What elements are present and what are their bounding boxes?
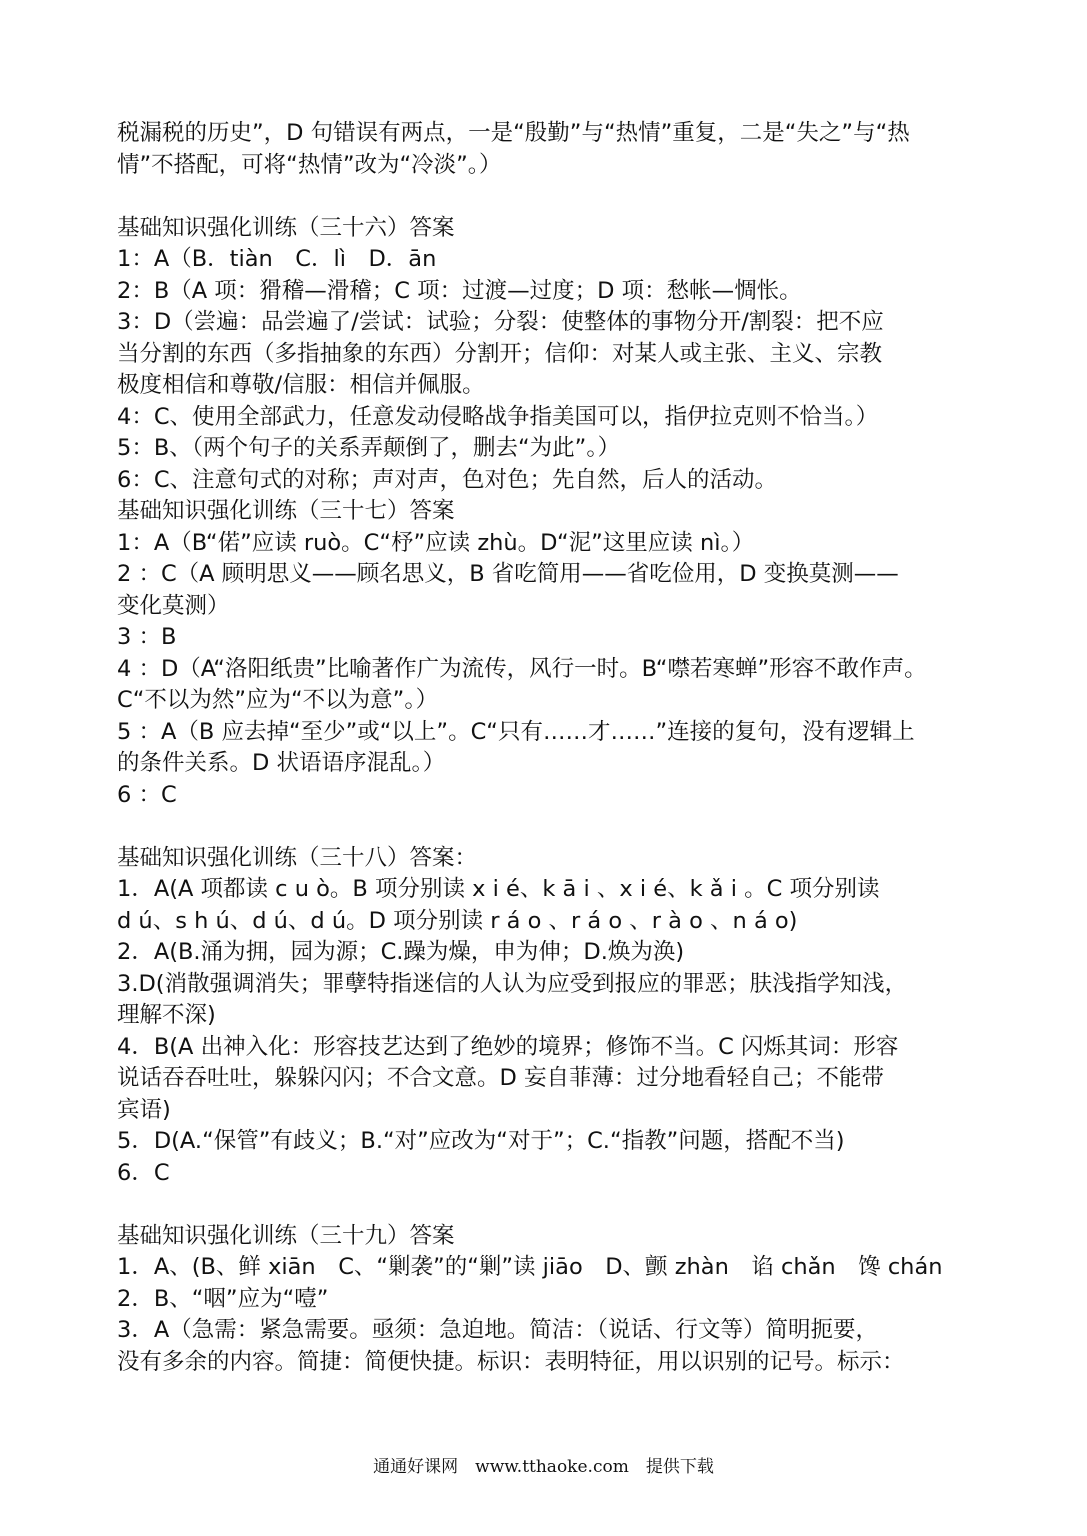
answer-line: 4：C、使用全部武力，任意发动侵略战争指美国可以，指伊拉克则不恰当。）	[117, 403, 879, 430]
section-heading: 基础知识强化训练（三十七）答案	[117, 498, 455, 524]
answer-line: 变化莫测）	[117, 592, 230, 619]
answer-line: 3 ：B	[117, 624, 177, 650]
answer-line: 1．A(A 项都读 c u ò。B 项分别读 x i é、k ā i 、x i é、k ǎ i 。C 项分别读	[117, 876, 880, 902]
answer-line: 2．A(B.涌为拥，园为源；C.躁为燥，申为伸；D.焕为涣)	[117, 939, 685, 965]
answer-line: d ú、s h ú、d ú、d ú。D 项分别读 r á o 、r á o 、r à o 、n á o)	[117, 907, 798, 934]
answer-section-38	[117, 843, 972, 1190]
answer-section-39	[117, 1221, 972, 1379]
answer-line: 说话吞吞吐吐，躲躲闪闪；不合文意。D 妄自菲薄：过分地看轻自己；不能带	[117, 1065, 884, 1091]
answer-line: 1：A（B．tiàn C．lì D．ān	[117, 246, 437, 272]
section-heading: 基础知识强化训练（三十八）答案：	[117, 844, 478, 871]
answer-line: 6．C	[117, 1159, 170, 1186]
document-body	[117, 118, 972, 1378]
answer-line: 2 ：C（A 顾明思义——顾名思义，B 省吃简用——省吃俭用，D 变换莫测——	[117, 561, 899, 587]
paragraph-gap	[117, 1189, 972, 1221]
page-footer: 通通好课网 www.tthaoke.com 提供下载	[373, 1457, 714, 1477]
answer-line: 4．B(A 出神入化：形容技艺达到了绝妙的境界；修饰不当。C 闪烁其词：形容	[117, 1033, 899, 1060]
answer-line: 2：B（A 项：猾稽—滑稽；C 项：过渡—过度；D 项：愁帐—惆怅。	[117, 277, 802, 304]
section-heading: 基础知识强化训练（三十六）答案	[117, 214, 455, 241]
section-heading: 基础知识强化训练（三十九）答案	[117, 1222, 455, 1249]
answer-line: 3．A（急需：紧急需要。亟须：急迫地。简洁：（说话、行文等）简明扼要，	[117, 1317, 878, 1343]
answer-line: 1．A、(B、鲜 xiān C、“剿袭”的“剿”读 jiāo D、颤 zhàn 谄 chǎn 馋 chán	[117, 1254, 943, 1280]
answer-line: 极度相信和尊敬/信服：相信并佩服。	[117, 372, 485, 398]
answer-line: 5：B、（两个句子的关系弄颠倒了，删去“为此”。）	[117, 435, 621, 461]
answer-line: 2．B、“咽”应为“噎”	[117, 1285, 329, 1312]
answer-line: 5．D(A.“保管”有歧义；B.“对”应改为“对于”；C.“指教”问题，搭配不当)	[117, 1128, 845, 1154]
answer-line: 4 ：D（A“洛阳纸贵”比喻著作广为流传，风行一时。B“噤若寒蝉”形容不敢作声。	[117, 655, 927, 682]
answer-line: 3.D(消散强调消失；罪孽特指迷信的人认为应受到报应的罪恶；肤浅指学知浅，	[117, 970, 908, 997]
text-block-intro	[117, 118, 972, 181]
answer-line: 没有多余的内容。简捷：简便快捷。标识：表明特征，用以识别的记号。标示：	[117, 1348, 905, 1375]
answer-line: 1：A（B“偌”应读 ruò。C“杼”应读 zhù。D“泥”这里应读 nì。）	[117, 529, 755, 556]
answer-line: 5 ：A（B 应去掉“至少”或“以上”。C“只有……才……”连接的复句，没有逻辑上	[117, 718, 915, 745]
answer-line: 3：D（尝遍：品尝遍了/尝试：试验；分裂：使整体的事物分开/割裂：把不应	[117, 309, 884, 335]
answer-section-36-37	[117, 213, 972, 812]
answer-line: 当分割的东西（多指抽象的东西）分割开；信仰：对某人或主张、主义、宗教	[117, 340, 883, 367]
text-line: 税漏税的历史”，D 句错误有两点，一是“殷勤”与“热情”重复，二是“失之”与“热	[117, 120, 910, 146]
answer-line: 宾语)	[117, 1096, 171, 1123]
answer-line: 6 ：C	[117, 781, 177, 808]
answer-line: 6：C、注意句式的对称；声对声，色对色；先自然，后人的活动。	[117, 466, 778, 493]
paragraph-gap	[117, 181, 972, 213]
text-line: 情”不搭配，可将“热情”改为“冷淡”。）	[117, 151, 502, 178]
paragraph-gap	[117, 811, 972, 843]
answer-line: C“不以为然”应为“不以为意”。）	[117, 687, 439, 713]
answer-line: 理解不深)	[117, 1002, 216, 1028]
answer-line: 的条件关系。D 状语语序混乱。）	[117, 750, 446, 776]
